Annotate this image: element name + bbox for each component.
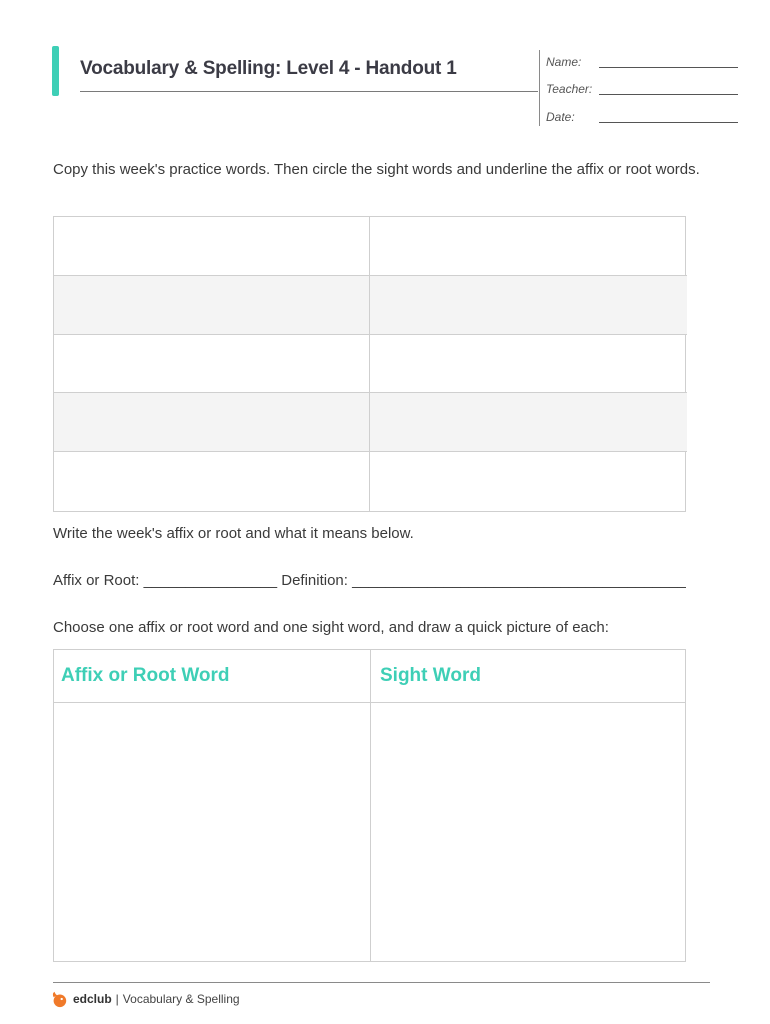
word-cell: [370, 276, 687, 335]
footer: [50, 989, 240, 1009]
practice-words-table: [53, 216, 686, 512]
word-cell: [370, 217, 687, 276]
word-cell: [54, 217, 370, 276]
affix-definition-line: Affix or Root: ________________ Definition: ________________________________________: [53, 572, 686, 589]
name-write-line: [599, 67, 738, 68]
title-accent-bar: [52, 46, 59, 96]
affix-drawing-area: [54, 704, 370, 961]
word-cell: [370, 393, 687, 452]
word-cell: [370, 335, 687, 394]
word-cell: [370, 452, 687, 511]
date-label: Date:: [546, 110, 575, 124]
footer-brand: edclub: [73, 992, 112, 1006]
instructions-text: Copy this week's practice words. Then circle the sight words and underline the affix or root words.: [53, 161, 700, 178]
affix-prompt: Write the week's affix or root and what it means below.: [53, 525, 414, 542]
date-write-line: [599, 122, 738, 123]
footer-rule: [53, 982, 710, 983]
word-cell: [54, 335, 370, 394]
word-cell: [54, 276, 370, 335]
teacher-write-line: [599, 94, 738, 95]
word-cell: [54, 393, 370, 452]
teacher-label: Teacher:: [546, 82, 593, 96]
edclub-logo-icon: [50, 990, 68, 1008]
page-title: Vocabulary & Spelling: Level 4 - Handout 1: [80, 58, 457, 79]
drawing-table: [53, 649, 686, 962]
footer-separator: |: [115, 992, 119, 1006]
word-cell: [54, 452, 370, 511]
footer-section: Vocabulary & Spelling: [122, 992, 240, 1006]
affix-root-word-heading: Affix or Root Word: [61, 665, 230, 686]
name-label: Name:: [546, 55, 582, 69]
sight-word-heading: Sight Word: [380, 665, 481, 686]
header-divider: [539, 50, 540, 126]
drawing-prompt: Choose one affix or root word and one sight word, and draw a quick picture of each:: [53, 619, 609, 636]
sight-word-drawing-area: [371, 704, 685, 961]
title-underline: [80, 91, 538, 92]
